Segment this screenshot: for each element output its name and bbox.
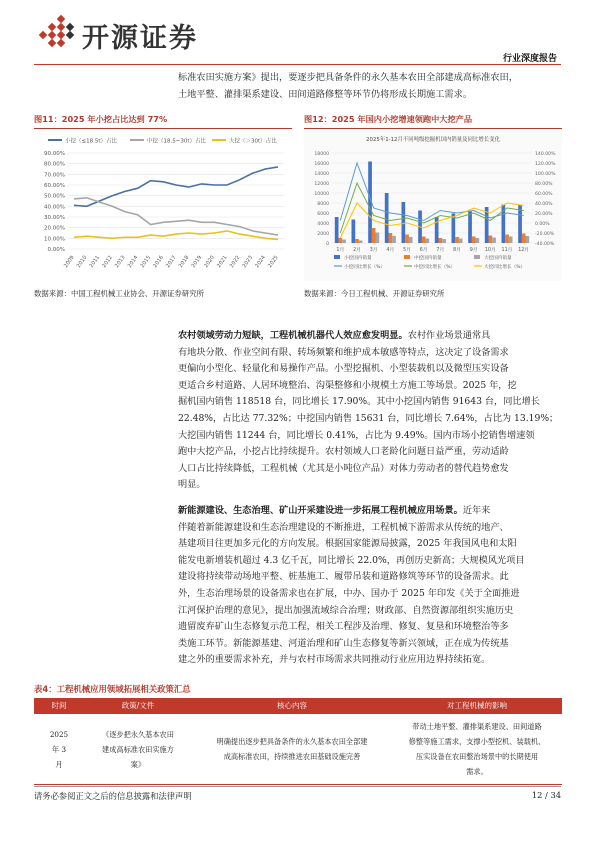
paragraph-1-lead: 农村领域劳动力短缺，工程机械机器代人效应愈发明显。 [178,330,408,341]
legend-label: 小挖（≤18.5t）占比 [65,138,118,145]
paragraph-line: 跑中大挖产品，小挖占比持续提升。农村领域人口老龄化问题日益严重，劳动适龄 [178,446,509,458]
bar [392,236,396,243]
y-right-tick-label: 140.00% [535,151,556,157]
table4 [34,698,562,785]
table4-title: 表4：工程机械应用领域拓展相关政策汇总 [34,684,191,694]
cell-line: 带动土地平整、灌排渠系建设、田间道路 [412,722,542,731]
x-tick-label: 11月 [501,248,513,253]
y-left-tick-label: 8000 [317,201,329,207]
y-right-tick-label: 0.00% [535,221,550,227]
bar [402,202,406,243]
y-right-tick-label: 120.00% [535,161,556,167]
intro-line: 标准农田实施方案》提出，要逐步把具备条件的永久基本农田全部建成高标准农田， [178,72,518,83]
paragraph-line: 掘机国内销售 118518 台，同比增长 17.90%。其中小挖国内销售 91643 台，同比增长 [178,396,540,408]
x-tick-label: 2月 [353,248,361,253]
y-left-tick-label: 4000 [317,221,329,227]
y-left-tick-label: 14000 [314,171,329,177]
y-left-tick-label: 2000 [317,231,329,237]
paragraph-line: 类施工环节。新能源基建、河道治理和矿山生态修复等新兴领域，正在成为传统基 [178,637,509,649]
y-tick-label: 40.00% [44,204,65,211]
bar [426,239,430,244]
cell-line: 《逐步把永久基本农田 [102,729,174,739]
paragraph-line: 明显。 [178,479,206,491]
legend-label: 中挖（18.5~30t）占比 [147,138,207,145]
figure12-title-rule [304,128,562,129]
cell-line: 需求。 [466,767,488,776]
cell-line: 年 3 [51,744,67,754]
paragraph-line: 遗留废弃矿山生态修复示范工程，相关工程涉及治理、修复、复垦和环境整治等多 [178,621,509,633]
x-tick-label: 2018 [177,254,191,269]
header-divider [34,64,561,65]
y-right-tick-label: -40.00% [535,241,555,247]
x-tick-label: 5月 [403,248,411,253]
figure12-chart [304,131,562,281]
legend-swatch [474,255,480,259]
bar [455,237,459,243]
y-tick-label: 30.00% [44,215,65,221]
series-line [74,198,278,235]
y-tick-label: 20.00% [44,225,65,232]
bar [459,239,463,244]
figure12-title: 图12：2025 年国内小挖增速领跑中大挖产品 [304,114,473,124]
y-left-tick-label: 0 [326,241,329,247]
paragraph-line: 基建项目往更加多元化的方向发展。根据国家能源局披露，2025 年我国风电和太阳 [178,538,517,550]
table4-cell-content [192,734,392,764]
x-tick-label: 2019 [190,254,204,269]
y-tick-label: 50.00% [44,193,65,200]
footer-divider [34,786,561,787]
paragraph-line: 更偏向小型化、轻量化和易操作产品。小型挖掘机、小型装载机以及微型压实设备 [178,363,509,375]
bar [472,237,476,244]
chart-title: 2025年1-12月不同吨级挖掘机国内销量及同比增长变化 [366,137,500,143]
y-left-tick-label: 10000 [314,191,329,197]
y-left-tick-label: 12000 [314,181,329,187]
bar [355,239,359,243]
bar [435,217,439,243]
cell-line: 修整等施工需求，支撑小型挖机、装载机、 [408,737,546,746]
cell-line: 建成高标准农田实施方 [102,744,174,754]
bar [385,193,389,243]
paragraph-line: 有地块分散、作业空间有限、转场频繁和维护成本敏感等特点，这决定了设备需求 [178,346,509,358]
y-tick-label: 10.00% [44,236,65,243]
y-right-tick-label: 60.00% [535,191,553,197]
y-right-tick-label: 40.00% [535,201,553,207]
paragraph-line: 22.48%，占比达 77.32%；中挖国内销售 15631 台，同比增长 7.64%，占比为 13.19%； [178,412,559,424]
bar [405,235,409,244]
table4-cell-impact [392,719,562,779]
table4-cell-policy [84,727,192,772]
legend-label: 小挖同比增长（%） [344,265,386,270]
x-tick-label: 8月 [453,248,461,253]
y-tick-label: 80.00% [44,161,65,168]
brand-name: 开源证券 [82,23,198,54]
x-tick-label: 2021 [216,254,229,269]
bar [359,241,363,244]
x-tick-label: 2011 [88,254,102,269]
paragraph-line: 建之外的重要需求补充，并与农村市场需求共同推动行业应用边界持续拓宽。 [178,654,491,666]
cell-line: 案》 [130,759,146,769]
y-left-tick-label: 18000 [314,151,329,157]
x-tick-label: 2014 [126,254,140,269]
legend-label: 大挖国内销量 [484,256,512,261]
x-tick-label: 2010 [75,254,89,269]
paragraph-line: 人口占比持续降低，工程机械（尤其是小吨位产品）对体力劳动者的替代趋势愈发 [178,462,509,474]
bar [335,217,339,243]
body-paragraph-2 [178,503,563,669]
y-left-tick-label: 16000 [314,161,329,167]
x-tick-label: 2020 [203,254,216,269]
paragraph-line: 建设将持续带动场地平整、桩基施工、履带吊装和道路修筑等环节的设备需求。此 [178,571,509,583]
x-tick-label: 7月 [436,248,445,253]
table4-header-impact: 对工程机械的影响 [392,698,562,714]
figure11-title: 图11：2025 年小挖占比达到 77% [34,114,168,124]
table4-header-content: 核心内容 [192,698,392,714]
bar [476,238,480,243]
bar [442,239,446,243]
y-right-tick-label: 80.00% [535,181,553,187]
legend-label: 中挖国内销量 [414,256,442,261]
x-tick-label: 6月 [419,248,428,253]
bar [342,240,346,244]
figure12-source: 数据来源：今日工程机械、开源证券研究所 [304,289,445,298]
brand-logo-icon [36,14,76,52]
x-tick-label: 9月 [469,248,478,253]
bar [439,238,443,243]
legend-label: 大挖同比增长（%） [484,265,526,270]
bar [409,237,413,243]
bar [376,233,380,244]
x-tick-label: 3月 [369,248,378,253]
bar [505,235,509,244]
legend-swatch [404,255,410,259]
paragraph-line: 大挖国内销售 11244 台，同比增长 0.41%，占比为 9.49%。国内市场小挖销售增速领 [178,429,535,441]
bar [492,238,496,244]
x-tick-label: 4月 [386,248,395,253]
x-tick-label: 2015 [139,254,153,269]
y-right-tick-label: 20.00% [535,211,553,217]
y-tick-label: 90.00% [44,151,65,157]
bar [489,236,493,244]
x-tick-label: 10月 [484,248,496,253]
x-tick-label: 1月 [336,248,345,253]
series-line [74,167,278,206]
report-type: 行业深度报告 [502,54,557,64]
cell-line: 2025 [49,729,69,739]
bar [339,238,343,243]
paragraph-line: 伴随着新能源建设和生态治理建设的不断推进，工程机械下游需求从传统的地产、 [178,521,509,533]
intro-paragraph [178,70,563,103]
body-paragraph-1 [178,328,563,494]
x-tick-label: 2024 [254,254,267,269]
cell-line: 压实设备在农田整治场景中的长期使用 [415,752,539,761]
legend-label: 中挖同比增长（%） [414,265,456,270]
intro-line: 土地平整、灌排渠系建设、田间道路修整等环节仍将形成长期施工需求。 [178,88,472,100]
cell-line: 月 [55,759,63,769]
x-tick-label: 2016 [152,254,165,269]
y-tick-label: 70.00% [44,172,65,179]
paragraph-line: 江河保护治理的意见》，提出加强流域综合治理；财政部、自然资源部组织实施历史 [178,604,514,616]
legend-label: 大挖（＞30t）占比 [229,138,277,145]
bar [389,233,393,243]
bar [468,212,472,244]
y-right-tick-label: 100.00% [535,171,556,177]
y-tick-label: 60.00% [44,183,65,189]
bar [518,205,522,243]
table4-header-policy: 政策/文件 [84,698,192,714]
cell-line: 成高标准农田，持续推进农田基础设施完善 [223,752,361,761]
figure11-source: 数据来源：中国工程机械工业协会、开源证券研究所 [34,289,204,298]
x-tick-label: 2025 [267,254,280,269]
x-tick-label: 2022 [228,254,242,269]
x-tick-label: 2013 [114,254,127,269]
bar [422,237,426,244]
paragraph-line: 农村作业场景通常具 [407,330,491,341]
x-tick-label: 2012 [101,254,114,269]
paragraph-line: 近年来 [462,505,491,516]
legend-label: 小挖国内销量 [344,256,372,261]
figure11-title-rule [34,128,292,129]
x-tick-label: 2009 [63,254,76,269]
legend-swatch [334,255,340,259]
y-left-tick-label: 6000 [317,211,329,217]
paragraph-line: 外，生态治理场景的设备需求也在扩展，中办、国办于 2025 年印发《关于全面推进 [178,587,520,599]
x-tick-label: 2023 [241,254,255,269]
x-tick-label: 2017 [165,254,178,269]
cell-line: 明确提出逐步把具备条件的永久基本农田全部建 [216,737,368,746]
bar [526,236,530,243]
table-row [34,714,562,785]
y-tick-label: 0.00% [47,247,65,253]
figure11-chart [34,131,292,281]
bar [372,228,376,243]
bar [522,234,526,244]
bar [509,237,513,244]
y-right-tick-label: -20.00% [535,231,555,237]
paragraph-line: 能发电新增装机超过 4.3 亿千瓦，同比增长 22.0%，再创历史新高；大规模风光项目 [178,554,525,566]
table4-header-row [34,698,562,714]
table4-header-time: 时间 [34,698,84,714]
footer-disclaimer: 请务必参阅正文之后的信息披露和法律声明 [34,791,192,801]
paragraph-line: 更适合乡村道路、人居环境整治、沟渠整修和小规模土方施工等场景。2025 年，挖 [178,379,517,391]
paragraph-2-lead: 新能源建设、生态治理、矿山开采建设进一步拓展工程机械应用场景。 [178,505,463,516]
x-tick-label: 12月 [518,248,530,253]
table4-cell-time [34,727,84,772]
page-number: 12 / 34 [531,790,561,800]
bar [352,220,356,244]
